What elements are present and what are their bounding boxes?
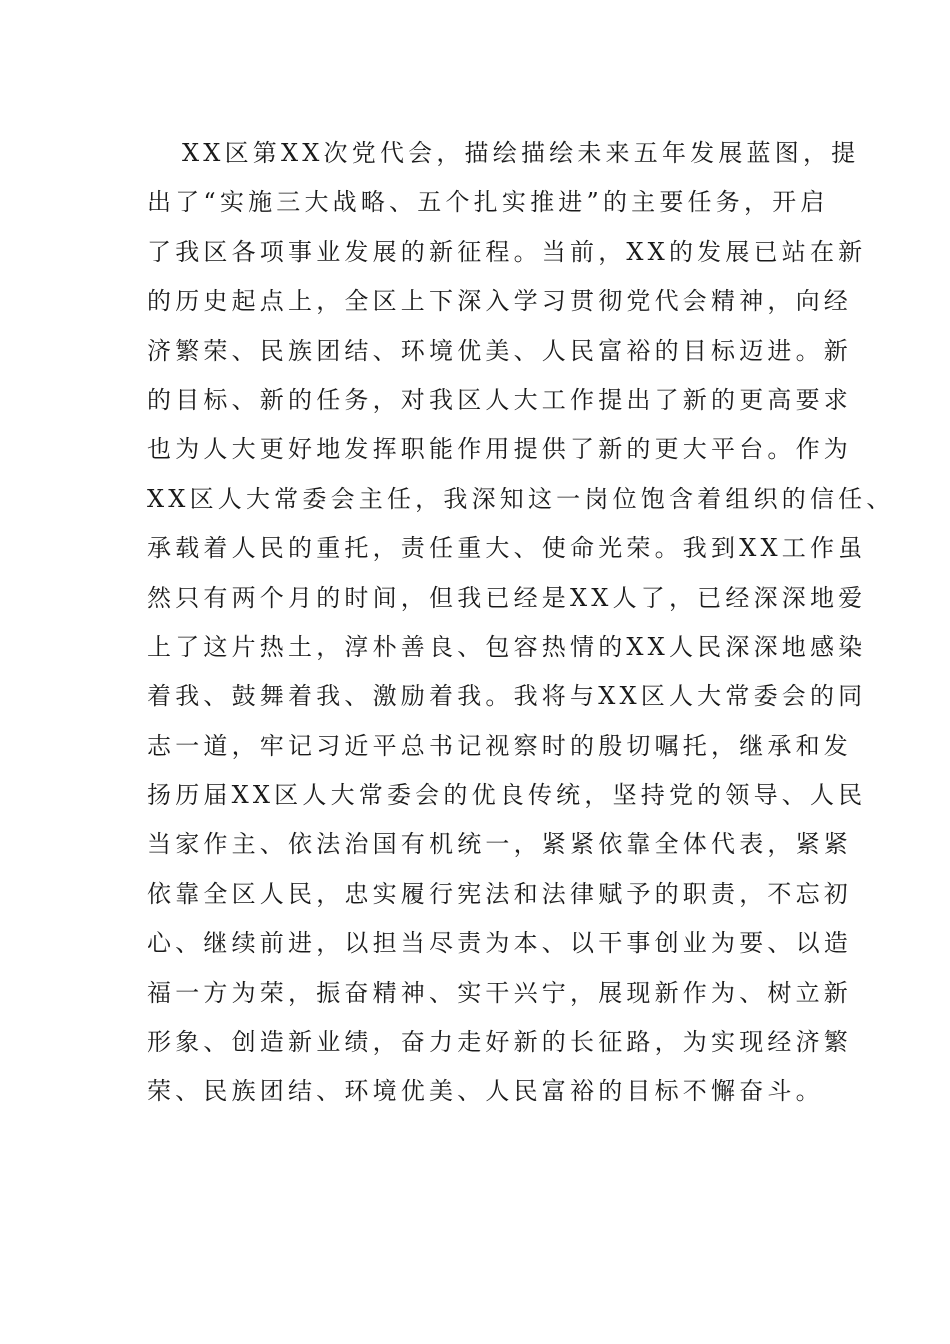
paragraph (147, 129, 895, 1117)
paragraph-line: 着我、鼓舞着我、激励着我。我将与XX区人大常委会的同 (147, 682, 867, 711)
paragraph-line: XX区第XX次党代会，描绘描绘未来五年发展蓝图，提 (182, 139, 860, 167)
paragraph-line: 了我区各项事业发展的新征程。当前，XX的发展已站在新 (147, 237, 867, 266)
paragraph-line: 上了这片热土，淳朴善良、包容热情的XX人民深深地感染 (147, 632, 867, 661)
paragraph-line: 志一道，牢记习近平总书记视察时的殷切嘱托，继承和发 (147, 731, 852, 760)
paragraph-line: 心、继续前进，以担当尽责为本、以干事创业为要、以造 (147, 929, 852, 958)
paragraph-line: XX区人大常委会主任，我深知这一岗位饱含着组织的信任、 (147, 484, 895, 513)
paragraph-line: 也为人大更好地发挥职能作用提供了新的更大平台。作为 (147, 435, 852, 464)
paragraph-line: 福一方为荣，振奋精神、实干兴宁，展现新作为、树立新 (147, 978, 852, 1007)
paragraph-line: 济繁荣、民族团结、环境优美、人民富裕的目标迈进。新 (147, 336, 852, 365)
paragraph-line: 荣、民族团结、环境优美、人民富裕的目标不懈奋斗。 (147, 1077, 824, 1106)
paragraph-line: 然只有两个月的时间，但我已经是XX人了，已经深深地爱 (147, 583, 867, 612)
paragraph-line: 出了“实施三大战略、五个扎实推进”的主要任务，开启 (147, 188, 829, 217)
paragraph-line: 承载着人民的重托，责任重大、使命光荣。我到XX工作虽 (147, 534, 867, 563)
paragraph-line: 依靠全区人民，忠实履行宪法和法律赋予的职责，不忘初 (147, 879, 852, 908)
paragraph-line: 的目标、新的任务，对我区人大工作提出了新的更高要求 (147, 385, 852, 414)
paragraph-line: 当家作主、依法治国有机统一，紧紧依靠全体代表，紧紧 (147, 830, 852, 859)
paragraph-line: 形象、创造新业绩，奋力走好新的长征路，为实现经济繁 (147, 1028, 852, 1057)
paragraph-line: 扬历届XX区人大常委会的优良传统，坚持党的领导、人民 (147, 781, 867, 810)
paragraph-line: 的历史起点上，全区上下深入学习贯彻党代会精神，向经 (147, 287, 852, 316)
